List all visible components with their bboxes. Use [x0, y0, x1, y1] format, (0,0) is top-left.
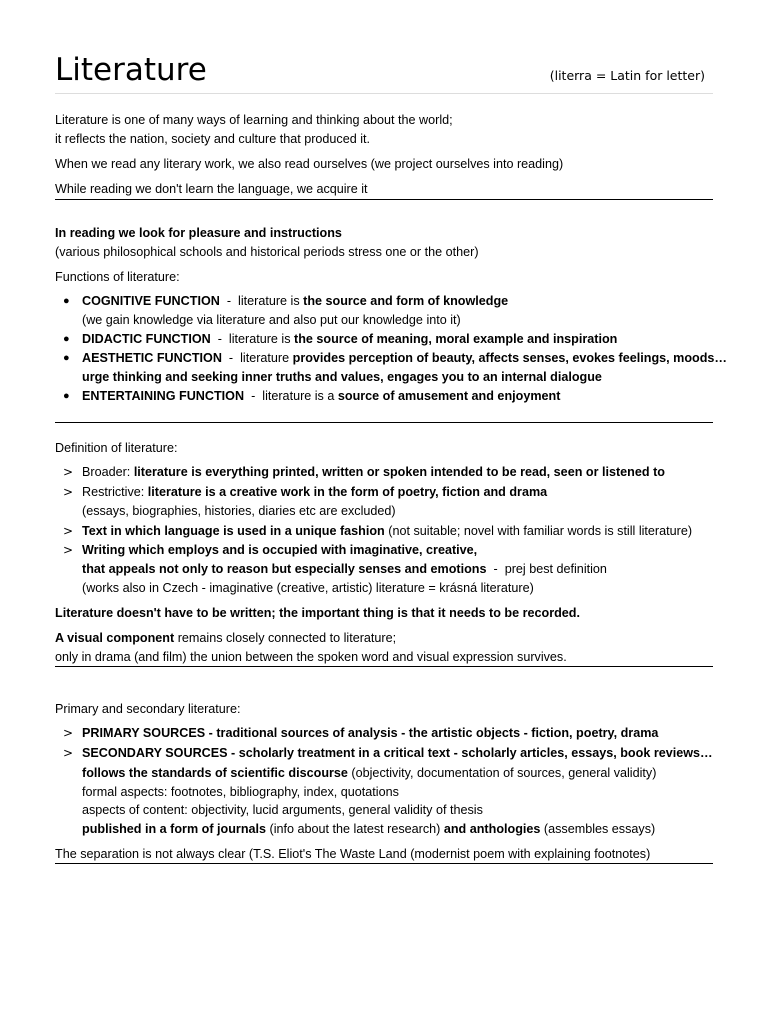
- definition-label: Restrictive:: [82, 485, 148, 499]
- section-divider: [55, 666, 713, 667]
- definition-heading: Definition of literature:: [55, 441, 178, 455]
- page-title: Literature: [55, 52, 207, 88]
- function-name: COGNITIVE FUNCTION: [82, 294, 220, 308]
- function-description: provides perception of beauty, affects senses, evokes feelings, moods…: [292, 351, 728, 365]
- function-description: the source of meaning, moral example and inspiration: [294, 332, 618, 346]
- bullet-icon: ●: [63, 390, 70, 402]
- secondary-formal-aspects: formal aspects: footnotes, bibliography, index, quotations: [82, 785, 399, 799]
- function-connector: - literature is: [219, 294, 304, 308]
- visual-component-line-2: only in drama (and film) the union between the spoken word and visual expression survives.: [55, 650, 567, 664]
- definition-note: (not suitable; novel with familiar words is still literature): [384, 524, 693, 538]
- definition-text: that appeals not only to reason but especially senses and emotions: [82, 562, 487, 576]
- intro-line-2: it reflects the nation, society and culture that produced it.: [55, 132, 371, 146]
- visual-component-text: remains closely connected to literature;: [174, 631, 397, 645]
- section-divider: [55, 199, 713, 200]
- arrow-marker-icon: >: [63, 465, 74, 479]
- primary-secondary-heading: Primary and secondary literature:: [55, 702, 241, 716]
- published-text: published in a form of journals: [82, 822, 267, 836]
- title-row: [55, 50, 713, 94]
- bullet-icon: ●: [63, 295, 70, 307]
- reading-note: (various philosophical schools and historical periods stress one or the other): [55, 245, 479, 259]
- bullet-icon: ●: [63, 333, 70, 345]
- restrictive-note: (essays, biographies, histories, diaries etc are excluded): [82, 504, 396, 518]
- functions-heading: Functions of literature:: [55, 270, 180, 284]
- primary-sources: PRIMARY SOURCES - traditional sources of analysis - the artistic objects - fiction, poetry, drama: [82, 726, 659, 740]
- secondary-sources: SECONDARY SOURCES - scholarly treatment in a critical text - scholarly articles, essays, book reviews…: [82, 746, 713, 760]
- definition-writing-cont: [82, 560, 607, 579]
- definition-label: Broader:: [82, 465, 134, 479]
- definition-unique: [82, 522, 692, 541]
- separation-note: The separation is not always clear (T.S. Eliot's The Waste Land (modernist poem with explaining footnotes): [55, 847, 651, 861]
- function-name: AESTHETIC FUNCTION: [82, 351, 222, 365]
- page-subtitle: (literra = Latin for letter): [549, 68, 705, 83]
- section-divider: [55, 863, 713, 864]
- secondary-content-aspects: aspects of content: objectivity, lucid arguments, general validity of thesis: [82, 803, 483, 817]
- section-divider: [55, 422, 713, 423]
- function-name: DIDACTIC FUNCTION: [82, 332, 211, 346]
- function-description: source of amusement and enjoyment: [337, 389, 561, 403]
- definition-text: literature is everything printed, written or spoken intended to be read, seen or listened to: [133, 465, 665, 479]
- list-item-aesthetic: [82, 349, 727, 368]
- definition-broader: [82, 463, 665, 482]
- function-connector: - literature is: [210, 332, 295, 346]
- definition-note: - prej best definition: [486, 562, 607, 576]
- function-description: the source and form of knowledge: [303, 294, 509, 308]
- definition-writing-czech: (works also in Czech - imaginative (creative, artistic) literature = krásná literature): [82, 581, 534, 595]
- arrow-marker-icon: >: [63, 726, 74, 740]
- intro-line-4: While reading we don't learn the language, we acquire it: [55, 182, 368, 196]
- intro-line-3: When we read any literary work, we also read ourselves (we project ourselves into reading): [55, 157, 564, 171]
- visual-component-label: A visual component: [55, 631, 175, 645]
- function-connector: - literature: [221, 351, 293, 365]
- list-item-entertaining: [82, 387, 560, 406]
- function-name: ENTERTAINING FUNCTION: [82, 389, 245, 403]
- definition-restrictive: [82, 483, 547, 502]
- definition-text: literature is a creative work in the form of poetry, fiction and drama: [147, 485, 548, 499]
- published-note: (info about the latest research): [266, 822, 444, 836]
- arrow-marker-icon: >: [63, 524, 74, 538]
- function-connector: - literature is a: [244, 389, 338, 403]
- secondary-standards: [82, 764, 656, 783]
- list-item-cognitive: [82, 292, 508, 311]
- standards-note: (objectivity, documentation of sources, general validity): [347, 766, 657, 780]
- published-note: (assembles essays): [540, 822, 656, 836]
- definition-writing: Writing which employs and is occupied with imaginative, creative,: [82, 543, 478, 557]
- published-text: and anthologies: [443, 822, 541, 836]
- aesthetic-continuation: urge thinking and seeking inner truths and values, engages you to an internal dialogue: [82, 370, 602, 384]
- reading-heading: In reading we look for pleasure and instructions: [55, 226, 342, 240]
- intro-line-1: Literature is one of many ways of learning and thinking about the world;: [55, 113, 453, 127]
- arrow-marker-icon: >: [63, 746, 74, 760]
- secondary-published: [82, 820, 655, 839]
- visual-component: [55, 629, 396, 648]
- standards-text: follows the standards of scientific discourse: [82, 766, 348, 780]
- definition-text: Text in which language is used in a unique fashion: [82, 524, 385, 538]
- arrow-marker-icon: >: [63, 485, 74, 499]
- cognitive-note: (we gain knowledge via literature and also put our knowledge into it): [82, 313, 461, 327]
- list-item-didactic: [82, 330, 617, 349]
- arrow-marker-icon: >: [63, 543, 74, 557]
- bullet-icon: ●: [63, 352, 70, 364]
- recorded-statement: Literature doesn't have to be written; the important thing is that it needs to be recorded.: [55, 606, 580, 620]
